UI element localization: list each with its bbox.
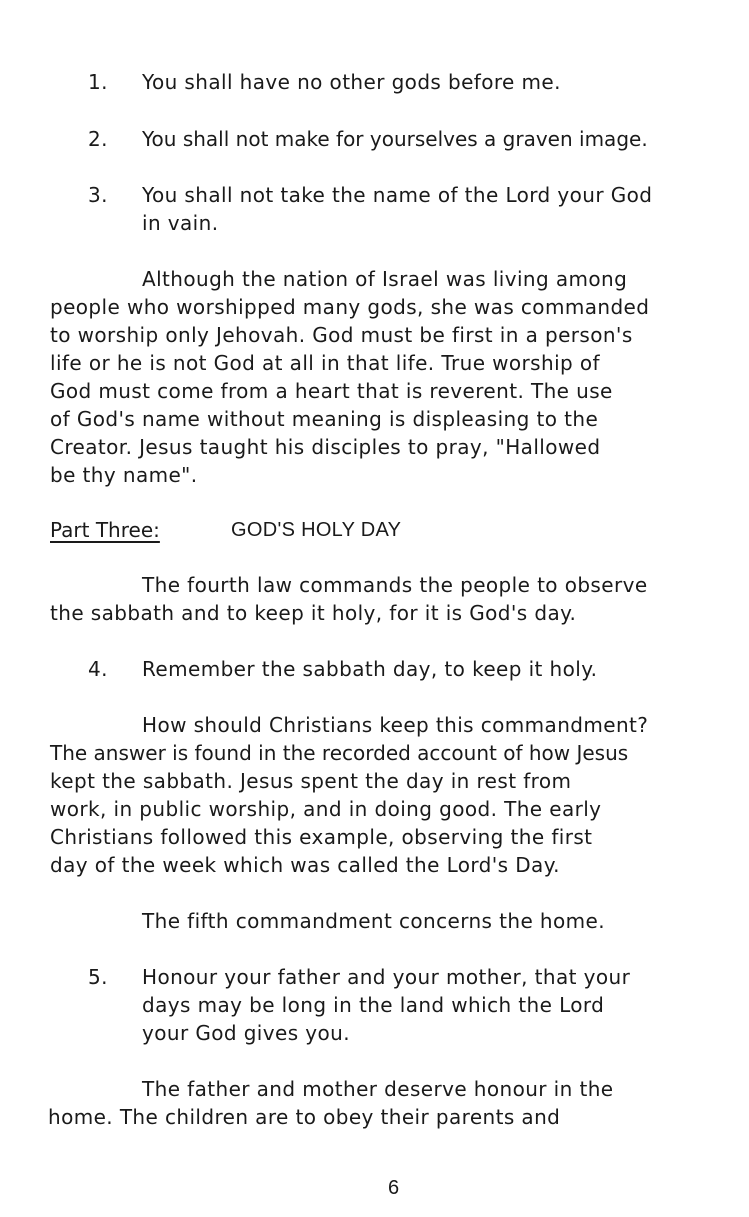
paragraph-line: work, in public worship, and in doing good. The early bbox=[50, 797, 602, 821]
paragraph-line: How should Christians keep this commandment? bbox=[142, 713, 649, 737]
commandment-3-text-line-2: in vain. bbox=[142, 211, 219, 235]
paragraph-line: the sabbath and to keep it holy, for it is God's day. bbox=[50, 601, 577, 625]
commandment-3-text-line-1: You shall not take the name of the Lord your God bbox=[142, 183, 653, 207]
section-label: Part Three: bbox=[50, 518, 160, 542]
commandment-2-text: You shall not make for yourselves a graven image. bbox=[142, 127, 648, 151]
commandment-5-number: 5. bbox=[88, 965, 108, 989]
section-title: GOD'S HOLY DAY bbox=[231, 519, 402, 541]
paragraph-fifth-commandment: The fifth commandment concerns the home. bbox=[142, 909, 605, 933]
commandment-5-text-line-1: Honour your father and your mother, that your bbox=[142, 965, 631, 989]
paragraph-line: people who worshipped many gods, she was commanded bbox=[50, 295, 650, 319]
paragraph-line: be thy name". bbox=[50, 463, 198, 487]
paragraph-line: of God's name without meaning is displeasing to the bbox=[50, 407, 599, 431]
paragraph-line: The answer is found in the recorded account of how Jesus bbox=[50, 741, 629, 765]
paragraph-line: to worship only Jehovah. God must be first in a person's bbox=[50, 323, 633, 347]
paragraph-line: The father and mother deserve honour in the bbox=[142, 1077, 614, 1101]
paragraph-line: day of the week which was called the Lord's Day. bbox=[50, 853, 560, 877]
paragraph-line: God must come from a heart that is reverent. The use bbox=[50, 379, 613, 403]
commandment-5-text-line-3: your God gives you. bbox=[142, 1021, 350, 1045]
commandment-3-number: 3. bbox=[88, 183, 108, 207]
paragraph-line: home. The children are to obey their parents and bbox=[48, 1105, 561, 1129]
commandment-1-number: 1. bbox=[88, 70, 108, 94]
commandment-2-number: 2. bbox=[88, 127, 108, 151]
commandment-1-text: You shall have no other gods before me. bbox=[142, 70, 561, 94]
paragraph-line: Christians followed this example, observing the first bbox=[50, 825, 593, 849]
paragraph-line: kept the sabbath. Jesus spent the day in rest from bbox=[50, 769, 572, 793]
commandment-4-number: 4. bbox=[88, 657, 108, 681]
commandment-4-text: Remember the sabbath day, to keep it holy. bbox=[142, 657, 598, 681]
paragraph-line: Although the nation of Israel was living among bbox=[142, 267, 628, 291]
paragraph-line: The fourth law commands the people to observe bbox=[142, 573, 648, 597]
paragraph-line: Creator. Jesus taught his disciples to pray, "Hallowed bbox=[50, 435, 601, 459]
page-number: 6 bbox=[388, 1177, 400, 1199]
paragraph-line: life or he is not God at all in that life. True worship of bbox=[50, 351, 600, 375]
commandment-5-text-line-2: days may be long in the land which the Lord bbox=[142, 993, 605, 1017]
